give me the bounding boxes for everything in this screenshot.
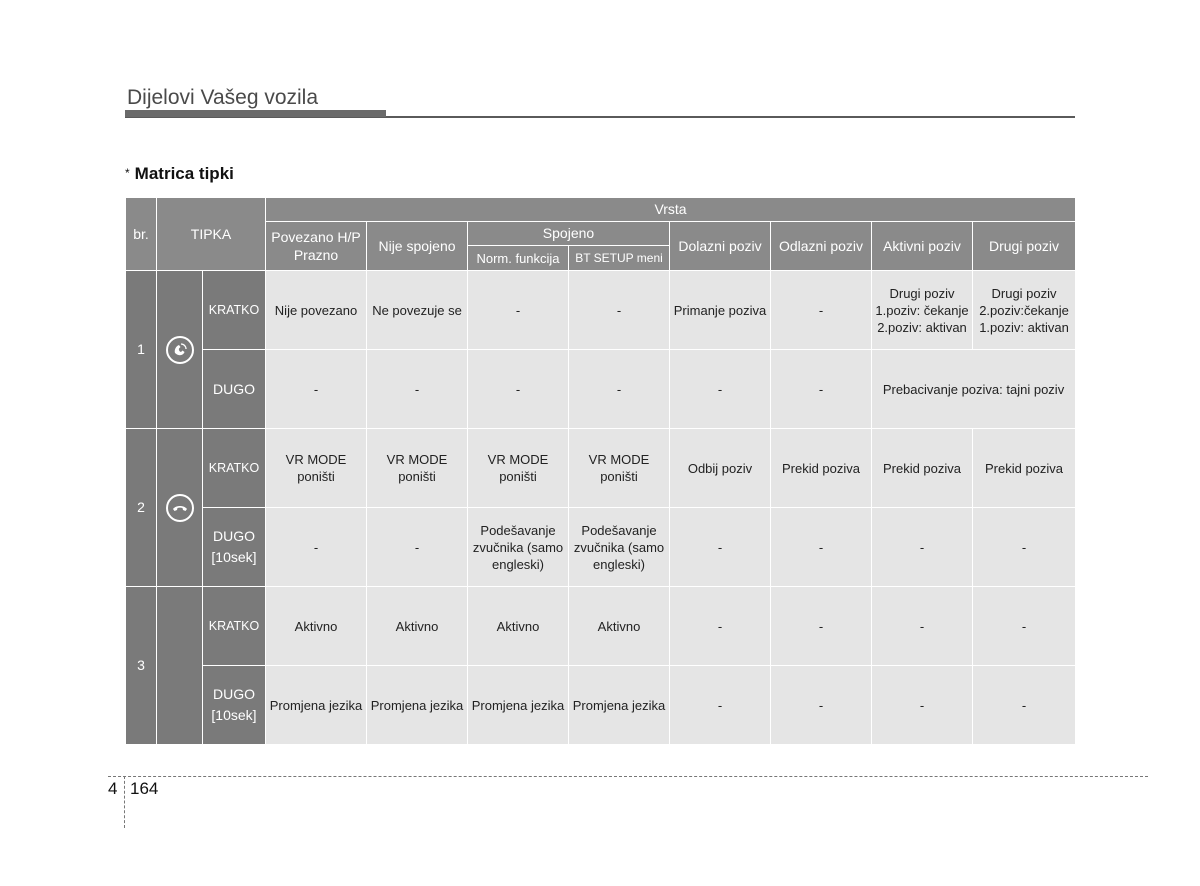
table-cell: Drugi poziv 1.poziv: čekanje 2.poziv: aktivan bbox=[872, 271, 973, 350]
table-cell: - bbox=[771, 666, 872, 745]
header-accent-bar bbox=[125, 110, 386, 117]
table-row bbox=[126, 271, 1076, 350]
press-long-label: DUGO bbox=[203, 350, 266, 429]
section-title-text: Matrica tipki bbox=[134, 164, 234, 183]
table-cell: VR MODE poništi bbox=[569, 429, 670, 508]
table-cell: VR MODE poništi bbox=[367, 429, 468, 508]
footer-dashed-divider bbox=[124, 776, 125, 828]
table-cell: VR MODE poništi bbox=[468, 429, 569, 508]
header-outgoing: Odlazni poziv bbox=[771, 222, 872, 271]
press-short-label: KRATKO bbox=[203, 587, 266, 666]
row-number: 2 bbox=[126, 429, 157, 587]
table-cell: Aktivno bbox=[569, 587, 670, 666]
table-cell: Podešavanje zvučnika (samo engleski) bbox=[569, 508, 670, 587]
section-title bbox=[125, 164, 234, 184]
button-icon-cell bbox=[157, 271, 203, 429]
table-cell: Primanje poziva bbox=[670, 271, 771, 350]
press-long-10-label: DUGO [10sek] bbox=[203, 666, 266, 745]
header-not-connected: Nije spojeno bbox=[367, 222, 468, 271]
table-cell-merged: Prebacivanje poziva: tajni poziv bbox=[872, 350, 1076, 429]
table-cell: - bbox=[771, 271, 872, 350]
table-cell: - bbox=[569, 350, 670, 429]
table-cell: - bbox=[973, 666, 1076, 745]
table-cell: - bbox=[266, 508, 367, 587]
table-cell: Ne povezuje se bbox=[367, 271, 468, 350]
button-icon-cell bbox=[157, 429, 203, 587]
table-cell: - bbox=[468, 350, 569, 429]
table-row bbox=[126, 587, 1076, 666]
page-header-title: Dijelovi Vašeg vozila bbox=[127, 86, 319, 109]
table-cell: Aktivno bbox=[468, 587, 569, 666]
table-cell: Odbij poziv bbox=[670, 429, 771, 508]
table-cell: - bbox=[367, 350, 468, 429]
header-connected: Spojeno bbox=[468, 222, 670, 246]
table-cell: Prekid poziva bbox=[973, 429, 1076, 508]
footer-page-number: 164 bbox=[130, 779, 159, 798]
table-cell: Podešavanje zvučnika (samo engleski) bbox=[468, 508, 569, 587]
table-cell: - bbox=[670, 508, 771, 587]
footer-dashed-rule bbox=[108, 776, 1148, 777]
table-cell: - bbox=[771, 508, 872, 587]
table-cell: Aktivno bbox=[266, 587, 367, 666]
table-cell: - bbox=[973, 508, 1076, 587]
header-other: Drugi poziv bbox=[973, 222, 1076, 271]
header-connected-hp: Povezano H/P Prazno bbox=[266, 222, 367, 271]
table-cell: Aktivno bbox=[367, 587, 468, 666]
button-icon-cell bbox=[157, 587, 203, 745]
press-long-10-label: DUGO [10sek] bbox=[203, 508, 266, 587]
table-cell: - bbox=[771, 350, 872, 429]
table-cell: - bbox=[367, 508, 468, 587]
table-cell: Promjena jezika bbox=[266, 666, 367, 745]
table-cell: - bbox=[872, 587, 973, 666]
table-cell: Nije povezano bbox=[266, 271, 367, 350]
header-button: TIPKA bbox=[157, 198, 266, 271]
table-cell: - bbox=[266, 350, 367, 429]
table-cell: - bbox=[771, 587, 872, 666]
table-cell: - bbox=[973, 587, 1076, 666]
table-cell: VR MODE poništi bbox=[266, 429, 367, 508]
press-short-label: KRATKO bbox=[203, 271, 266, 350]
table-cell: - bbox=[670, 666, 771, 745]
header-norm-function: Norm. funkcija bbox=[468, 246, 569, 271]
table-row bbox=[126, 666, 1076, 745]
table-cell: Prekid poziva bbox=[872, 429, 973, 508]
phone-call-icon bbox=[166, 336, 194, 364]
table-cell: Promjena jezika bbox=[569, 666, 670, 745]
table-row bbox=[126, 508, 1076, 587]
press-short-label: KRATKO bbox=[203, 429, 266, 508]
table-cell: - bbox=[569, 271, 670, 350]
table-cell: Promjena jezika bbox=[367, 666, 468, 745]
table-row bbox=[126, 350, 1076, 429]
section-bullet: * bbox=[125, 166, 130, 180]
header-active: Aktivni poziv bbox=[872, 222, 973, 271]
table-cell: Prekid poziva bbox=[771, 429, 872, 508]
table-cell: - bbox=[872, 666, 973, 745]
table-cell: - bbox=[670, 350, 771, 429]
header-row bbox=[126, 222, 1076, 246]
row-number: 1 bbox=[126, 271, 157, 429]
header-row bbox=[126, 198, 1076, 222]
table-cell: Promjena jezika bbox=[468, 666, 569, 745]
table-cell: - bbox=[872, 508, 973, 587]
header-bt-setup: BT SETUP meni bbox=[569, 246, 670, 271]
table-cell: - bbox=[670, 587, 771, 666]
row-number: 3 bbox=[126, 587, 157, 745]
phone-hangup-icon bbox=[166, 494, 194, 522]
table-cell: - bbox=[468, 271, 569, 350]
header-type: Vrsta bbox=[266, 198, 1076, 222]
header-no: br. bbox=[126, 198, 157, 271]
footer-section-number: 4 bbox=[108, 779, 118, 798]
table-cell: Drugi poziv 2.poziv:čekanje 1.poziv: aktivan bbox=[973, 271, 1076, 350]
table-row bbox=[126, 429, 1076, 508]
button-matrix-table bbox=[125, 197, 1076, 745]
header-incoming: Dolazni poziv bbox=[670, 222, 771, 271]
